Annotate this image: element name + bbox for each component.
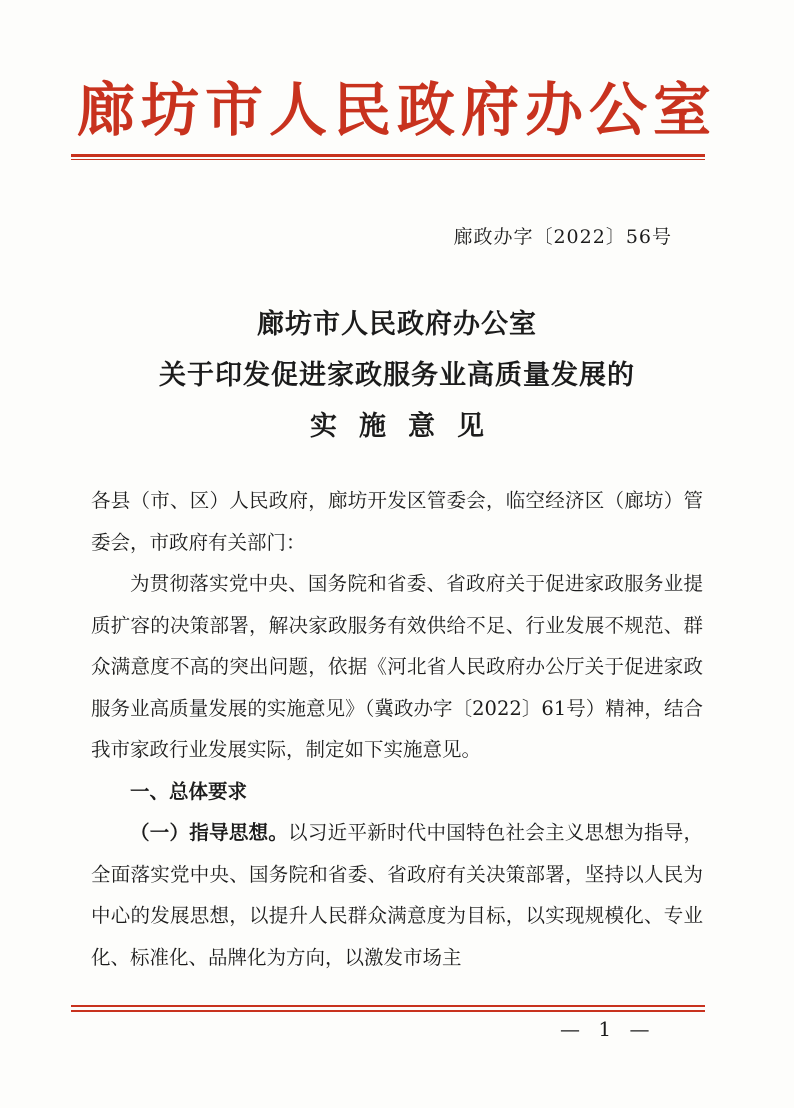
header-rule-thick xyxy=(71,154,705,157)
intro-paragraph: 为贯彻落实党中央、国务院和省委、省政府关于促进家政服务业提质扩容的决策部署，解决家政服务有效供给不足、行业发展不规范、群众满意度不高的突出问题，依据《河北省人民政府办公厅关于促进家政服务业高质量发展的实施意见》（冀政办字〔2022〕61号）精神，结合我市家政行业发展实际，制定如下实施意见。 xyxy=(91,572,703,761)
document-title-line-3: 实施意见 xyxy=(310,411,506,442)
page-number: — 1 — xyxy=(560,1017,656,1041)
footer-rule-top xyxy=(71,1005,705,1007)
header-rule-thin xyxy=(71,159,705,160)
document-title-line-2: 关于印发促进家政服务业高质量发展的 xyxy=(159,360,635,391)
subsection-text: 以习近平新时代中国特色社会主义思想为指导，全面落实党中央、国务院和省委、省政府有关决策部署，坚持以人民为中心的发展思想，以提升人民群众满意度为目标，以实现规模化、专业化、标准化、品牌化为方向，以激发市场主 xyxy=(91,821,703,969)
section-heading: 一、总体要求 xyxy=(130,779,248,803)
subsection-label: （一）指导思想。 xyxy=(130,821,289,844)
addressee: 各县（市、区）人民政府，廊坊开发区管委会，临空经济区（廊坊）管委会，市政府有关部门： xyxy=(91,489,703,554)
document-number: 廊政办字〔2022〕56号 xyxy=(453,226,672,248)
issuing-authority-header: 廊坊市人民政府办公室 xyxy=(76,76,717,144)
document-title-line-1: 廊坊市人民政府办公室 xyxy=(257,309,537,340)
document-body xyxy=(91,480,703,978)
guiding-principle-paragraph xyxy=(91,812,703,978)
footer-rule-bottom xyxy=(71,1010,705,1012)
